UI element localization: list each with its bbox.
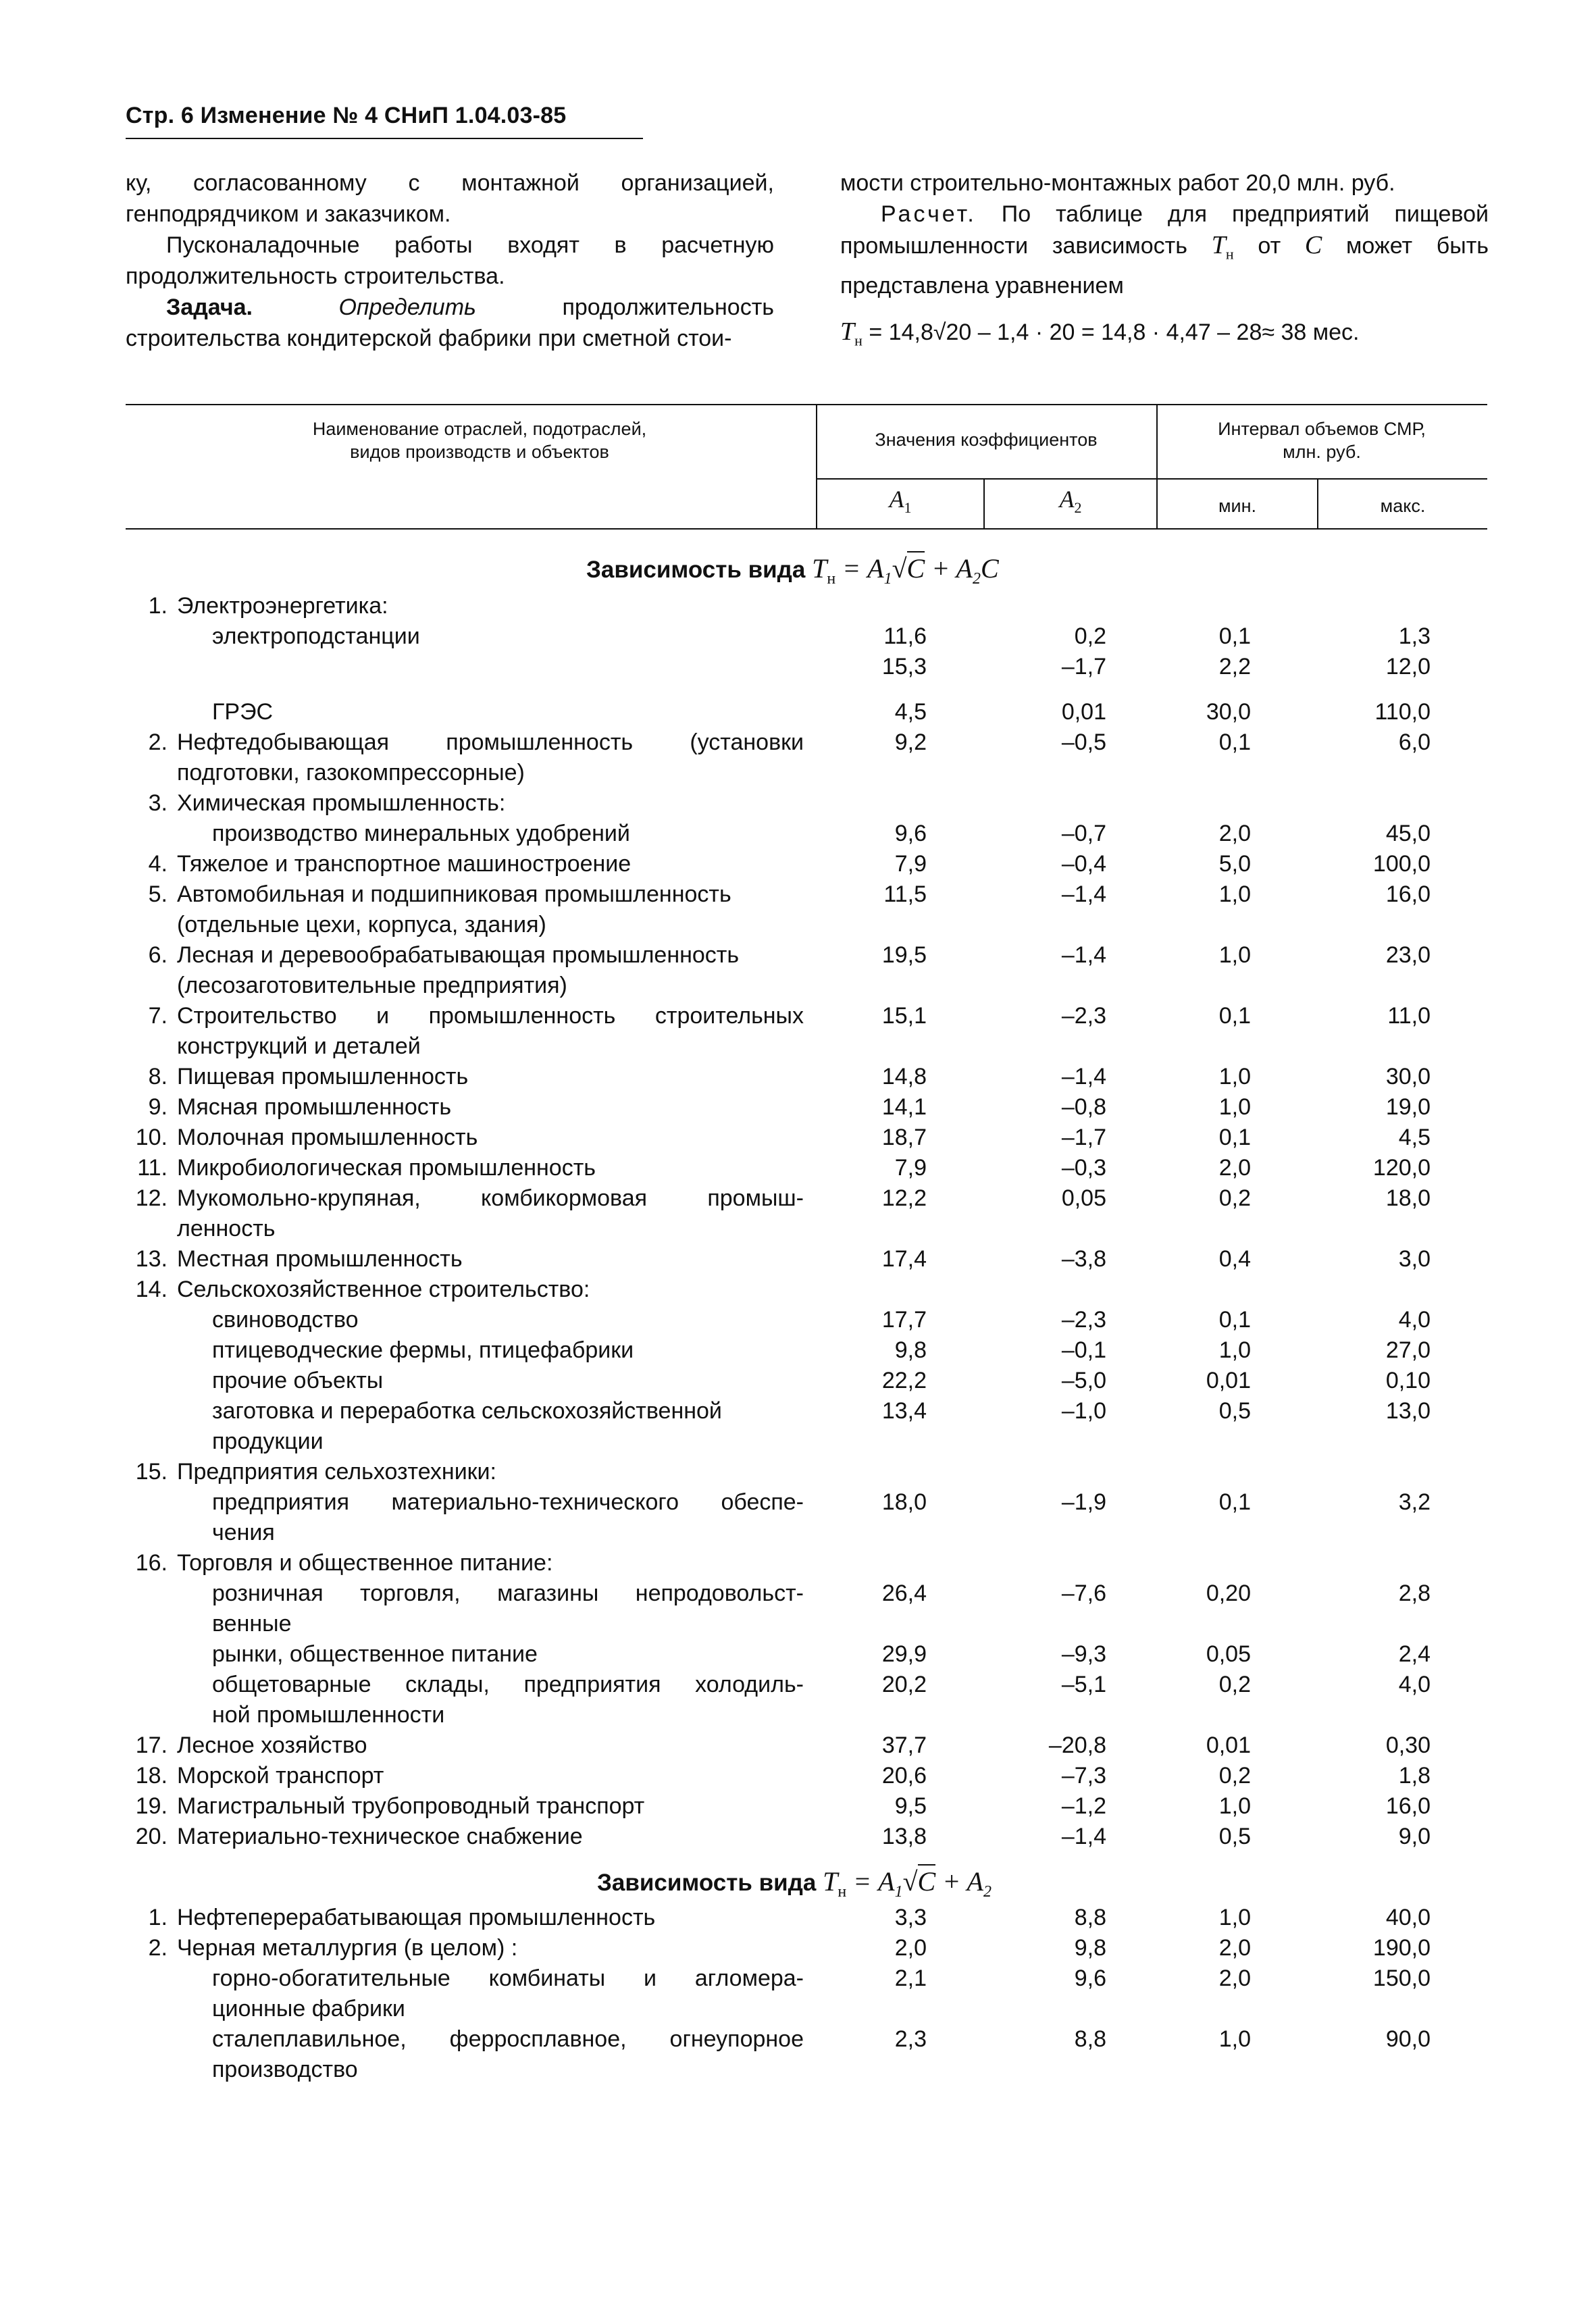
row-number: 20. xyxy=(135,1824,168,1849)
row-label: (отдельные цехи, корпуса, здания) xyxy=(177,912,546,937)
paragraph: мости строительно-монтажных работ 20,0 млн. руб. xyxy=(840,170,1395,196)
row-number: 13. xyxy=(135,1246,168,1272)
value-a2: –0,3 xyxy=(1061,1155,1106,1181)
value-min: 0,1 xyxy=(1218,729,1251,755)
value-a2: 9,6 xyxy=(1074,1965,1106,1991)
formula: $T_н = 14,8√20 - 1,4 \cdot 20 = 14,8 \cdot 4,47 - 28\approx 38$ мес. xyxy=(840,317,1360,349)
value-a2: –1,4 xyxy=(1061,1824,1106,1849)
row-label: Мясная промышленность xyxy=(177,1094,452,1120)
value-a1: 13,4 xyxy=(881,1398,927,1424)
row-label: Материально-техническое снабжение xyxy=(177,1824,583,1849)
value-min: 1,0 xyxy=(1218,1094,1251,1120)
value-min: 0,2 xyxy=(1218,1672,1251,1697)
calc-paragraph xyxy=(840,199,1489,301)
value-min: 1,0 xyxy=(1218,1905,1251,1930)
value-a1: 15,1 xyxy=(881,1003,927,1029)
value-a2: –1,4 xyxy=(1061,1064,1106,1089)
row-label: ной промышленности xyxy=(212,1702,445,1728)
row-number: 4. xyxy=(148,851,168,877)
row-label: общетоварные склады, предприятия холодиль- xyxy=(212,1672,804,1697)
value-max: 6,0 xyxy=(1398,729,1431,755)
value-max: 13,0 xyxy=(1385,1398,1431,1424)
value-min: 0,4 xyxy=(1218,1246,1251,1272)
value-a2: –2,3 xyxy=(1061,1003,1106,1029)
value-a1: 19,5 xyxy=(881,942,927,968)
row-number: 7. xyxy=(148,1003,168,1029)
value-a1: 2,0 xyxy=(894,1935,927,1961)
row-number: 2. xyxy=(148,1935,168,1961)
row-label: Пищевая промышленность xyxy=(177,1064,469,1089)
row-label: Лесное хозяйство xyxy=(177,1732,367,1758)
header-interval: млн. руб. xyxy=(1283,442,1361,462)
value-max: 4,0 xyxy=(1398,1672,1431,1697)
value-a2: –7,6 xyxy=(1061,1580,1106,1606)
value-min: 0,1 xyxy=(1218,1307,1251,1333)
value-min: 2,0 xyxy=(1218,1935,1251,1961)
row-number: 12. xyxy=(135,1185,168,1211)
header-rule xyxy=(126,138,643,139)
left-text-column xyxy=(126,168,774,354)
value-max: 23,0 xyxy=(1385,942,1431,968)
value-a1: 14,8 xyxy=(881,1064,927,1089)
value-min: 0,01 xyxy=(1206,1368,1251,1393)
row-number: 15. xyxy=(135,1459,168,1485)
row-number: 14. xyxy=(135,1277,168,1302)
row-label: свиноводство xyxy=(212,1307,359,1333)
section-title-1: Зависимость вида $T_н = A_1√C + A_2C$ xyxy=(586,552,999,588)
value-a2: –0,8 xyxy=(1061,1094,1106,1120)
value-min: 30,0 xyxy=(1206,699,1251,725)
row-label: Нефтеперерабатывающая промышленность xyxy=(177,1905,656,1930)
value-max: 90,0 xyxy=(1385,2026,1431,2052)
value-a2: –5,0 xyxy=(1061,1368,1106,1393)
value-a2: –7,3 xyxy=(1061,1763,1106,1789)
value-max: 150,0 xyxy=(1372,1965,1431,1991)
value-min: 1,0 xyxy=(1218,1337,1251,1363)
row-label: ционные фабрики xyxy=(212,1996,405,2022)
value-max: 4,0 xyxy=(1398,1307,1431,1333)
value-min: 0,1 xyxy=(1218,1125,1251,1150)
value-a2: –9,3 xyxy=(1061,1641,1106,1667)
value-max: 2,4 xyxy=(1398,1641,1431,1667)
value-a2: –0,7 xyxy=(1061,821,1106,846)
value-a1: 17,4 xyxy=(881,1246,927,1272)
value-max: 9,0 xyxy=(1398,1824,1431,1849)
header-a2: $A_2$ xyxy=(1059,486,1082,517)
value-max: 4,5 xyxy=(1398,1125,1431,1150)
row-label: (лесозаготовительные предприятия) xyxy=(177,973,567,998)
task-text: продолжительность строительства кондитерской фабрики при сметной стои- xyxy=(126,294,774,351)
header-min: мин. xyxy=(1218,496,1257,516)
calc-text: может быть представлена уравнением xyxy=(840,233,1489,299)
row-label: Электроэнергетика: xyxy=(177,593,388,619)
value-a1: 20,6 xyxy=(881,1763,927,1789)
row-number: 8. xyxy=(148,1064,168,1089)
value-a1: 9,5 xyxy=(894,1793,927,1819)
value-a2: 8,8 xyxy=(1074,1905,1106,1930)
row-label: розничная торговля, магазины непродовольст- xyxy=(212,1580,804,1606)
value-max: 2,8 xyxy=(1398,1580,1431,1606)
right-text-column xyxy=(840,168,1489,356)
row-label: Сельскохозяйственное строительство: xyxy=(177,1277,590,1302)
task-label: Задача. xyxy=(166,294,253,320)
row-label: ленность xyxy=(177,1216,276,1241)
value-max: 12,0 xyxy=(1385,654,1431,679)
value-max: 0,10 xyxy=(1385,1368,1431,1393)
row-number: 16. xyxy=(135,1550,168,1576)
value-a2: –1,7 xyxy=(1061,654,1106,679)
row-label: венные xyxy=(212,1611,292,1637)
value-max: 100,0 xyxy=(1372,851,1431,877)
value-a1: 9,6 xyxy=(894,821,927,846)
value-a1: 26,4 xyxy=(881,1580,927,1606)
value-a1: 9,2 xyxy=(894,729,927,755)
row-number: 1. xyxy=(148,593,168,619)
value-a2: –2,3 xyxy=(1061,1307,1106,1333)
value-max: 120,0 xyxy=(1372,1155,1431,1181)
value-min: 1,0 xyxy=(1218,1064,1251,1089)
row-label: сталеплавильное, ферросплавное, огнеупорное xyxy=(212,2026,804,2052)
value-a1: 22,2 xyxy=(881,1368,927,1393)
row-label: продукции xyxy=(212,1429,324,1454)
value-a1: 11,5 xyxy=(883,881,927,907)
value-max: 190,0 xyxy=(1372,1935,1431,1961)
value-max: 19,0 xyxy=(1385,1094,1431,1120)
value-a1: 13,8 xyxy=(881,1824,927,1849)
task-keyword: Определить xyxy=(338,294,476,320)
value-max: 16,0 xyxy=(1385,881,1431,907)
value-a1: 11,6 xyxy=(883,623,927,649)
page-header: Стр. 6 Изменение № 4 СНиП 1.04.03-85 xyxy=(126,103,567,128)
value-a2: 0,2 xyxy=(1074,623,1106,649)
value-max: 30,0 xyxy=(1385,1064,1431,1089)
calc-text: от xyxy=(1258,233,1281,259)
row-number: 17. xyxy=(135,1732,168,1758)
value-a1: 14,1 xyxy=(881,1094,927,1120)
header-max: макс. xyxy=(1380,496,1426,516)
row-label: Микробиологическая промышленность xyxy=(177,1155,596,1181)
row-number: 5. xyxy=(148,881,168,907)
row-label: Морской транспорт xyxy=(177,1763,384,1789)
value-min: 1,0 xyxy=(1218,881,1251,907)
value-min: 2,2 xyxy=(1218,654,1251,679)
value-min: 1,0 xyxy=(1218,942,1251,968)
value-min: 0,20 xyxy=(1206,1580,1251,1606)
value-a1: 3,3 xyxy=(894,1905,927,1930)
value-min: 2,0 xyxy=(1218,1965,1251,1991)
value-a2: 8,8 xyxy=(1074,2026,1106,2052)
value-a2: –0,5 xyxy=(1061,729,1106,755)
value-a1: 7,9 xyxy=(894,851,927,877)
tn-symbol: $T_н$ xyxy=(1211,231,1234,263)
row-number: 2. xyxy=(148,729,168,755)
value-a2: –0,1 xyxy=(1061,1337,1106,1363)
value-a2: 9,8 xyxy=(1074,1935,1106,1961)
value-a1: 12,2 xyxy=(881,1185,927,1211)
value-a1: 2,3 xyxy=(894,2026,927,2052)
value-min: 0,1 xyxy=(1218,623,1251,649)
value-a2: –3,8 xyxy=(1061,1246,1106,1272)
task-paragraph xyxy=(126,292,774,354)
row-label: Нефтедобывающая промышленность (установки xyxy=(177,729,804,755)
row-label: Черная металлургия (в целом) : xyxy=(177,1935,518,1961)
row-label: Строительство и промышленность строительных xyxy=(177,1003,804,1029)
value-a1: 37,7 xyxy=(881,1732,927,1758)
value-max: 3,0 xyxy=(1398,1246,1431,1272)
value-a1: 18,7 xyxy=(881,1125,927,1150)
row-number: 3. xyxy=(148,790,168,816)
value-a1: 20,2 xyxy=(881,1672,927,1697)
row-number: 10. xyxy=(135,1125,168,1150)
row-label: Местная промышленность xyxy=(177,1246,463,1272)
row-number: 1. xyxy=(148,1905,168,1930)
value-a1: 9,8 xyxy=(894,1337,927,1363)
row-label: прочие объекты xyxy=(212,1368,384,1393)
value-max: 11,0 xyxy=(1387,1003,1431,1029)
value-a2: 0,05 xyxy=(1061,1185,1106,1211)
c-symbol: C xyxy=(1304,231,1322,259)
value-min: 0,05 xyxy=(1206,1641,1251,1667)
row-label: Торговля и общественное питание: xyxy=(177,1550,553,1576)
value-min: 0,1 xyxy=(1218,1489,1251,1515)
row-label: чения xyxy=(212,1520,275,1545)
row-label: заготовка и переработка сельскохозяйственной xyxy=(212,1398,722,1424)
table-head-bottom-rule xyxy=(126,528,1487,530)
value-a1: 18,0 xyxy=(881,1489,927,1515)
row-number: 9. xyxy=(148,1094,168,1120)
calc-text: По таблице для предприятий пищевой промышленности зависимость xyxy=(840,201,1489,259)
paragraph: ку, согласованному с монтажной организацией, генподрядчиком и заказчиком. xyxy=(126,170,774,227)
value-max: 16,0 xyxy=(1385,1793,1431,1819)
value-min: 2,0 xyxy=(1218,821,1251,846)
value-a1: 2,1 xyxy=(894,1965,927,1991)
value-a2: –0,4 xyxy=(1061,851,1106,877)
value-max: 3,2 xyxy=(1398,1489,1431,1515)
paragraph: Пусконаладочные работы входят в расчетную продолжительность строительства. xyxy=(126,232,774,289)
value-min: 0,1 xyxy=(1218,1003,1251,1029)
value-max: 40,0 xyxy=(1385,1905,1431,1930)
row-label: рынки, общественное питание xyxy=(212,1641,538,1667)
value-min: 0,5 xyxy=(1218,1398,1251,1424)
value-a2: –1,2 xyxy=(1061,1793,1106,1819)
row-label: ГРЭС xyxy=(212,699,274,725)
header-name-line: видов производств и объектов xyxy=(350,442,609,462)
row-label: Молочная промышленность xyxy=(177,1125,478,1150)
header-a1: $A_1$ xyxy=(889,486,912,517)
row-label: производство xyxy=(212,2057,358,2082)
value-max: 0,30 xyxy=(1385,1732,1431,1758)
row-label: Лесная и деревообрабатывающая промышленность xyxy=(177,942,740,968)
header-coefficients: Значения коэффициентов xyxy=(875,430,1098,450)
row-label: Магистральный трубопроводный транспорт xyxy=(177,1793,645,1819)
row-label: Автомобильная и подшипниковая промышленность xyxy=(177,881,731,907)
value-min: 1,0 xyxy=(1218,2026,1251,2052)
value-min: 0,2 xyxy=(1218,1185,1251,1211)
value-min: 1,0 xyxy=(1218,1793,1251,1819)
value-a2: –1,0 xyxy=(1061,1398,1106,1424)
section-title-2: Зависимость вида $T_н = A_1√C + A_2$ xyxy=(597,1866,992,1901)
value-max: 18,0 xyxy=(1385,1185,1431,1211)
value-min: 0,01 xyxy=(1206,1732,1251,1758)
value-a2: –1,4 xyxy=(1061,881,1106,907)
row-label: производство минеральных удобрений xyxy=(212,821,630,846)
row-label: Предприятия сельхозтехники: xyxy=(177,1459,496,1485)
row-number: 6. xyxy=(148,942,168,968)
value-max: 110,0 xyxy=(1374,699,1431,725)
row-number: 18. xyxy=(135,1763,168,1789)
row-label: Тяжелое и транспортное машиностроение xyxy=(177,851,632,877)
value-a1: 7,9 xyxy=(894,1155,927,1181)
header-name-line: Наименование отраслей, подотраслей, xyxy=(312,419,647,439)
calc-label: Расчет. xyxy=(881,201,977,227)
value-a2: –1,9 xyxy=(1061,1489,1106,1515)
row-label: птицеводческие фермы, птицефабрики xyxy=(212,1337,634,1363)
row-label: подготовки, газокомпрессорные) xyxy=(177,760,525,786)
table-top-rule xyxy=(126,404,1487,405)
value-a2: –1,4 xyxy=(1061,942,1106,968)
value-min: 0,5 xyxy=(1218,1824,1251,1849)
value-min: 0,2 xyxy=(1218,1763,1251,1789)
row-label: электроподстанции xyxy=(212,623,420,649)
value-max: 1,3 xyxy=(1398,623,1431,649)
value-a1: 17,7 xyxy=(881,1307,927,1333)
value-a1: 15,3 xyxy=(881,654,927,679)
value-min: 5,0 xyxy=(1218,851,1251,877)
row-label: конструкций и деталей xyxy=(177,1033,421,1059)
value-a2: 0,01 xyxy=(1061,699,1106,725)
formula-text: = 14,8√20 – 1,4 · 20 = 14,8 · 4,47 – 28≈ 38 мес. xyxy=(869,319,1360,345)
row-number: 11. xyxy=(137,1155,168,1181)
value-a1: 29,9 xyxy=(881,1641,927,1667)
row-label: Мукомольно-крупяная, комбикормовая промыш- xyxy=(177,1185,804,1211)
value-max: 27,0 xyxy=(1385,1337,1431,1363)
value-a2: –20,8 xyxy=(1048,1732,1106,1758)
value-max: 45,0 xyxy=(1385,821,1431,846)
row-number: 19. xyxy=(135,1793,168,1819)
header-interval: Интервал объемов СМР, xyxy=(1218,419,1426,439)
header-mid-rule xyxy=(816,478,1487,480)
row-label: предприятия материально-технического обеспе- xyxy=(212,1489,804,1515)
value-a2: –5,1 xyxy=(1061,1672,1106,1697)
value-min: 2,0 xyxy=(1218,1155,1251,1181)
value-max: 1,8 xyxy=(1398,1763,1431,1789)
row-label: горно-обогатительные комбинаты и агломера- xyxy=(212,1965,804,1991)
value-a2: –1,7 xyxy=(1061,1125,1106,1150)
row-label: Химическая промышленность: xyxy=(177,790,506,816)
value-a1: 4,5 xyxy=(894,699,927,725)
